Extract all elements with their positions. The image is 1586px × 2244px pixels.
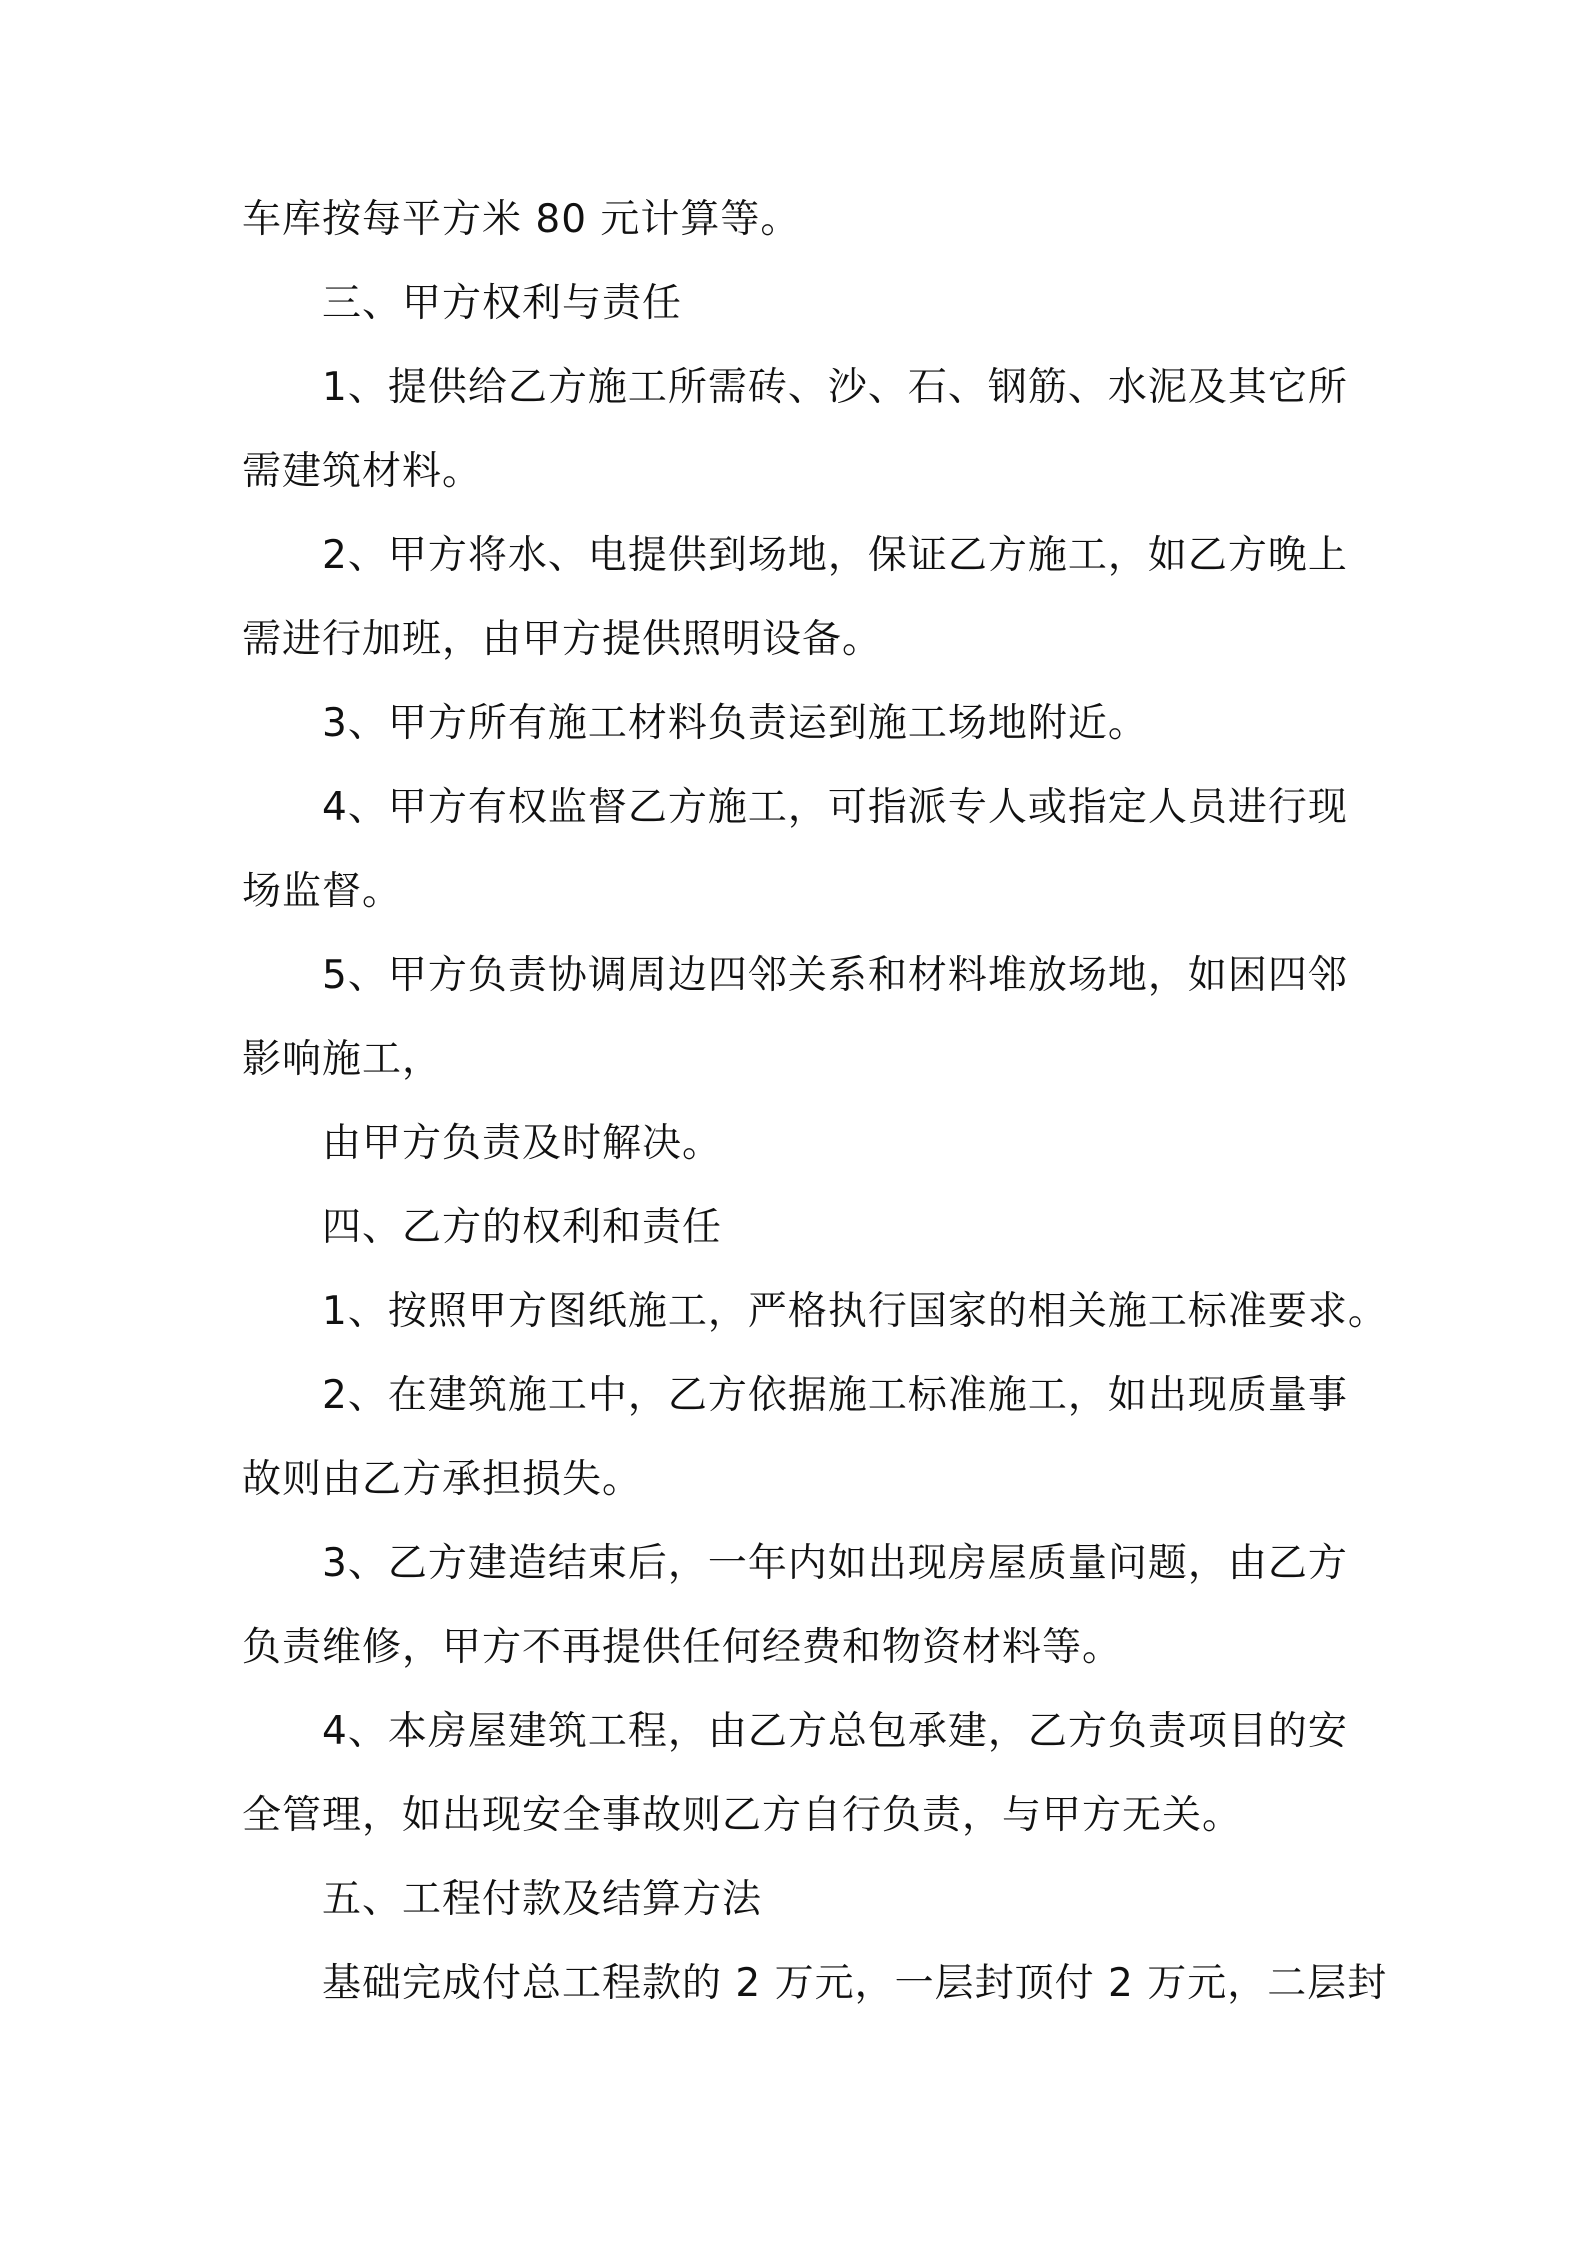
party-a-item-1-line-2: 需建筑材料。 — [242, 449, 483, 494]
payment-line-1: 基础完成付总工程款的 2 万元，一层封顶付 2 万元，二层封 — [322, 1961, 1388, 2006]
text-line-continuation: 车库按每平方米 80 元计算等。 — [242, 197, 801, 242]
party-a-item-4-line-1: 4、甲方有权监督乙方施工，可指派专人或指定人员进行现 — [322, 785, 1348, 830]
party-a-item-2-line-1: 2、甲方将水、电提供到场地，保证乙方施工，如乙方晚上 — [322, 533, 1348, 578]
section-heading-party-b: 四、乙方的权利和责任 — [322, 1205, 723, 1250]
party-b-item-2-line-1: 2、在建筑施工中，乙方依据施工标准施工，如出现质量事 — [322, 1373, 1348, 1418]
section-heading-payment: 五、工程付款及结算方法 — [322, 1877, 763, 1922]
party-b-item-1: 1、按照甲方图纸施工，严格执行国家的相关施工标准要求。 — [322, 1289, 1388, 1334]
party-a-item-3: 3、甲方所有施工材料负责运到施工场地附近。 — [322, 701, 1148, 746]
party-a-item-5-line-3: 由甲方负责及时解决。 — [322, 1121, 723, 1166]
party-b-item-2-line-2: 故则由乙方承担损失。 — [242, 1457, 643, 1502]
party-a-item-5-line-2: 影响施工， — [242, 1037, 443, 1082]
party-a-item-5-line-1: 5、甲方负责协调周边四邻关系和材料堆放场地，如困四邻 — [322, 953, 1348, 998]
party-b-item-4-line-2: 全管理，如出现安全事故则乙方自行负责，与甲方无关。 — [242, 1793, 1243, 1838]
party-a-item-4-line-2: 场监督。 — [242, 869, 403, 914]
party-b-item-3-line-1: 3、乙方建造结束后，一年内如出现房屋质量问题，由乙方 — [322, 1541, 1348, 1586]
party-b-item-4-line-1: 4、本房屋建筑工程，由乙方总包承建，乙方负责项目的安 — [322, 1709, 1348, 1754]
section-heading-party-a: 三、甲方权利与责任 — [322, 281, 683, 326]
party-b-item-3-line-2: 负责维修，甲方不再提供任何经费和物资材料等。 — [242, 1625, 1123, 1670]
party-a-item-2-line-2: 需进行加班，由甲方提供照明设备。 — [242, 617, 883, 662]
party-a-item-1-line-1: 1、提供给乙方施工所需砖、沙、石、钢筋、水泥及其它所 — [322, 365, 1348, 410]
